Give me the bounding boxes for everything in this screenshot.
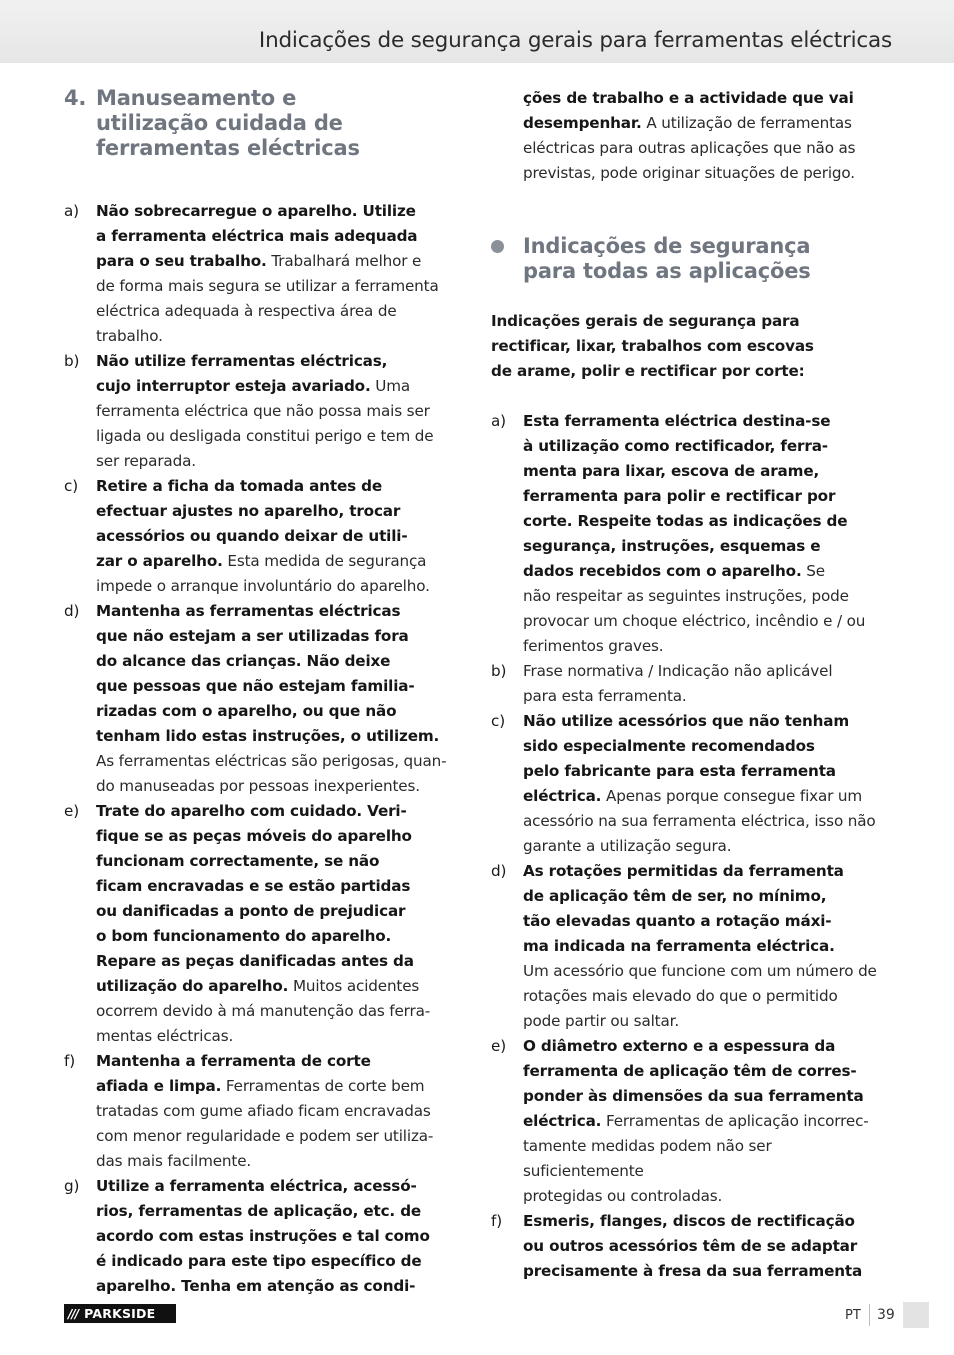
text-line — [96, 1274, 464, 1299]
text-line — [96, 1049, 464, 1074]
text-line — [96, 299, 464, 349]
item-body — [523, 409, 891, 659]
section-number: 4. — [64, 86, 87, 110]
bold-text: tenham lido estas instruções, o utilizem. — [96, 727, 440, 745]
section-heading-text — [523, 234, 811, 284]
item-body — [523, 659, 891, 709]
text-line — [96, 999, 464, 1024]
bold-text: Retire a ficha da tomada antes de — [96, 477, 382, 495]
text-line — [523, 859, 891, 884]
body-text: pode partir ou saltar. — [523, 1012, 680, 1030]
text-line — [523, 1184, 891, 1209]
list-item — [64, 474, 464, 599]
bold-text: do alcance das crianças. Não deixe — [96, 652, 391, 670]
text-line — [523, 1134, 891, 1184]
text-line — [523, 959, 891, 984]
body-text: Muitos acidentes — [288, 977, 420, 995]
list-item — [64, 199, 464, 349]
body-text: Ferramentas de aplicação incorrec- — [601, 1112, 869, 1130]
body-text: impede o arranque involuntário do aparelho. — [96, 577, 430, 595]
body-text: A utilização de ferramentas — [641, 114, 852, 132]
bold-text: fique se as peças móveis do aparelho — [96, 827, 412, 845]
item-body — [96, 349, 464, 474]
text-line — [96, 424, 464, 449]
text-line — [523, 784, 891, 809]
body-text: eléctricas para outras aplicações que não as — [523, 139, 856, 157]
bold-text: ções de trabalho e a actividade que vai — [523, 89, 854, 107]
general-safety-intro — [491, 309, 891, 384]
bold-text: funcionam correctamente, se não — [96, 852, 380, 870]
bold-text: efectuar ajustes no aparelho, trocar — [96, 502, 401, 520]
bold-text: ou outros acessórios têm de se adaptar — [523, 1237, 858, 1255]
text-line — [523, 634, 891, 659]
section-heading-line: Manuseamento e — [96, 86, 297, 110]
bold-text: menta para lixar, escova de arame, — [523, 462, 820, 480]
bold-text: Mantenha as ferramentas eléctricas — [96, 602, 401, 620]
text-line — [96, 699, 464, 724]
bold-text: eléctrica. — [523, 787, 602, 805]
bold-text: dados recebidos com o aparelho. — [523, 562, 802, 580]
text-line — [523, 111, 891, 136]
text-line — [96, 399, 464, 424]
bold-text: é indicado para este tipo específico de — [96, 1252, 422, 1270]
text-line — [96, 599, 464, 624]
bold-text: Utilize a ferramenta eléctrica, acessó- — [96, 1177, 417, 1195]
language-code: PT — [845, 1308, 861, 1323]
item-label: c) — [64, 477, 78, 495]
item-body — [96, 1174, 464, 1299]
list-item — [491, 1209, 891, 1284]
bold-text: rios, ferramentas de aplicação, etc. de — [96, 1202, 422, 1220]
item-label: e) — [64, 802, 79, 820]
body-text: garante a utilização segura. — [523, 837, 732, 855]
text-line — [96, 649, 464, 674]
item-label: b) — [64, 352, 80, 370]
text-line — [96, 199, 464, 224]
text-line — [523, 1059, 891, 1084]
text-line — [523, 409, 891, 434]
text-line — [523, 136, 891, 161]
logo-slashes: /// — [68, 1306, 79, 1321]
continued-item-g — [491, 86, 891, 186]
text-line — [523, 834, 891, 859]
bold-text: As rotações permitidas da ferramenta — [523, 862, 844, 880]
item-body — [523, 1034, 891, 1209]
text-line — [96, 749, 464, 774]
item-body — [523, 859, 891, 1034]
text-line — [523, 609, 891, 634]
item-body — [96, 1049, 464, 1174]
body-text: do manuseadas por pessoas inexperientes. — [96, 777, 420, 795]
bold-text: Esta ferramenta eléctrica destina-se — [523, 412, 831, 430]
text-line — [96, 799, 464, 824]
body-text: ferimentos graves. — [523, 637, 664, 655]
text-line — [523, 1259, 891, 1284]
bold-text: rizadas com o aparelho, ou que não — [96, 702, 397, 720]
text-line — [96, 1124, 464, 1149]
text-line — [96, 1074, 464, 1099]
body-text: eléctrica adequada à respectiva área de trabalho. — [96, 302, 397, 345]
text-line — [96, 1099, 464, 1124]
bold-text: Mantenha a ferramenta de corte — [96, 1052, 371, 1070]
bold-text: acordo com estas instruções e tal como — [96, 1227, 430, 1245]
bold-text: afiada e limpa. — [96, 1077, 222, 1095]
item-label: f) — [491, 1212, 502, 1230]
text-line — [523, 1234, 891, 1259]
section-heading-text — [96, 86, 464, 161]
item-label: a) — [491, 412, 506, 430]
list-item — [64, 349, 464, 474]
text-line — [96, 499, 464, 524]
body-text: As ferramentas eléctricas são perigosas, quan- — [96, 752, 447, 770]
page-number: 39 — [877, 1307, 895, 1323]
logo-text: PARKSIDE — [84, 1306, 156, 1321]
list-item — [64, 1174, 464, 1299]
list-item — [64, 599, 464, 799]
section-heading-line: ferramentas eléctricas — [96, 136, 360, 160]
item-body — [96, 474, 464, 599]
item-label: d) — [64, 602, 80, 620]
section-title-4 — [64, 86, 464, 161]
bold-text: que pessoas que não estejam familia- — [96, 677, 415, 695]
right-column — [491, 86, 891, 1284]
text-line — [96, 1024, 464, 1049]
body-text: Esta medida de segurança — [222, 552, 427, 570]
text-line — [96, 1199, 464, 1224]
bold-text: acessórios ou quando deixar de utili- — [96, 527, 408, 545]
section-heading-line: para todas as aplicações — [523, 259, 811, 283]
item-label: c) — [491, 712, 505, 730]
parkside-logo — [64, 1304, 176, 1323]
text-line — [96, 449, 464, 474]
bold-text: que não estejam a ser utilizadas fora — [96, 627, 409, 645]
bold-text: segurança, instruções, esquemas e — [523, 537, 821, 555]
bold-text: a ferramenta eléctrica mais adequada — [96, 227, 418, 245]
body-text: tamente medidas podem não ser suficientemente — [523, 1137, 772, 1180]
bold-text: ferramenta para polir e rectificar por — [523, 487, 836, 505]
item-body — [96, 599, 464, 799]
text-line — [96, 974, 464, 999]
footer-divider — [869, 1304, 870, 1326]
item-body — [96, 199, 464, 349]
bold-text: tão elevadas quanto a rotação máxi- — [523, 912, 832, 930]
list-item — [491, 709, 891, 859]
body-text: Uma — [370, 377, 411, 395]
text-line — [96, 1174, 464, 1199]
header-band — [0, 0, 954, 63]
footer-tab-box — [903, 1302, 929, 1328]
text-line — [523, 484, 891, 509]
body-text: Frase normativa / Indicação não aplicável — [523, 662, 833, 680]
bold-text: Esmeris, flanges, discos de rectificação — [523, 1212, 855, 1230]
text-line — [523, 559, 891, 584]
right-item-list — [491, 409, 891, 1284]
list-item — [64, 1049, 464, 1174]
text-line — [523, 659, 891, 684]
intro-line: Indicações gerais de segurança para — [491, 312, 800, 330]
text-line — [523, 1034, 891, 1059]
left-column — [64, 86, 464, 1299]
list-item — [491, 409, 891, 659]
text-line — [96, 774, 464, 799]
text-line — [523, 86, 891, 111]
bold-text: corte. Respeite todas as indicações de — [523, 512, 848, 530]
bold-text: à utilização como rectificador, ferra- — [523, 437, 828, 455]
body-text: ferramenta eléctrica que não possa mais ser — [96, 402, 430, 420]
bold-text: zar o aparelho. — [96, 552, 223, 570]
bold-text: pelo fabricante para esta ferramenta — [523, 762, 836, 780]
section-heading-line: Indicações de segurança — [523, 234, 811, 258]
body-text: Ferramentas de corte bem — [221, 1077, 425, 1095]
item-body — [523, 709, 891, 859]
text-line — [96, 824, 464, 849]
text-line — [96, 624, 464, 649]
bold-text: eléctrica. — [523, 1112, 602, 1130]
body-text: Se — [801, 562, 825, 580]
text-line — [96, 874, 464, 899]
body-text: provocar um choque eléctrico, incêndio e / ou — [523, 612, 866, 630]
list-item — [491, 1034, 891, 1209]
text-line — [96, 924, 464, 949]
bold-text: utilização do aparelho. — [96, 977, 289, 995]
text-line — [96, 474, 464, 499]
text-line — [523, 759, 891, 784]
bold-text: Não sobrecarregue o aparelho. Utilize — [96, 202, 416, 220]
text-line — [523, 1109, 891, 1134]
body-text: Trabalhará melhor e — [266, 252, 422, 270]
text-line — [523, 809, 891, 834]
body-text: mentas eléctricas. — [96, 1027, 234, 1045]
text-line — [523, 434, 891, 459]
text-line — [523, 1084, 891, 1109]
text-line — [96, 949, 464, 974]
text-line — [96, 674, 464, 699]
bold-text: sido especialmente recomendados — [523, 737, 815, 755]
text-line — [96, 849, 464, 874]
left-item-list — [64, 199, 464, 1299]
text-line — [96, 1249, 464, 1274]
intro-line: rectificar, lixar, trabalhos com escovas — [491, 337, 814, 355]
text-line — [96, 549, 464, 574]
body-text: não respeitar as seguintes instruções, pode — [523, 587, 849, 605]
text-line — [523, 684, 891, 709]
text-line — [523, 909, 891, 934]
text-line — [523, 734, 891, 759]
bold-text: o bom funcionamento do aparelho. — [96, 927, 392, 945]
text-line — [523, 1209, 891, 1234]
body-text: tratadas com gume afiado ficam encravadas — [96, 1102, 431, 1120]
body-text: Um acessório que funcione com um número de — [523, 962, 877, 980]
body-text: ligada ou desligada constitui perigo e tem de — [96, 427, 434, 445]
bold-text: desempenhar. — [523, 114, 642, 132]
text-line — [96, 374, 464, 399]
bold-text: Trate do aparelho com cuidado. Veri- — [96, 802, 407, 820]
text-line — [523, 709, 891, 734]
text-line — [96, 1149, 464, 1174]
item-label: b) — [491, 662, 507, 680]
bold-text: para o seu trabalho. — [96, 252, 267, 270]
body-text: ocorrem devido à má manutenção das ferra- — [96, 1002, 431, 1020]
item-label: a) — [64, 202, 79, 220]
item-label: f) — [64, 1052, 75, 1070]
bold-text: O diâmetro externo e a espessura da — [523, 1037, 836, 1055]
bold-text: Não utilize acessórios que não tenham — [523, 712, 850, 730]
body-text: protegidas ou controladas. — [523, 1187, 723, 1205]
text-line — [523, 584, 891, 609]
body-text: para esta ferramenta. — [523, 687, 687, 705]
text-line — [96, 724, 464, 749]
text-line — [96, 249, 464, 274]
bold-text: precisamente à fresa da sua ferramenta — [523, 1262, 863, 1280]
body-text: de forma mais segura se utilizar a ferramenta — [96, 277, 439, 295]
item-label: g) — [64, 1177, 80, 1195]
bold-text: aparelho. Tenha em atenção as condi- — [96, 1277, 416, 1295]
item-label: e) — [491, 1037, 506, 1055]
text-line — [96, 1224, 464, 1249]
text-line — [96, 224, 464, 249]
body-text: Apenas porque consegue fixar um — [601, 787, 863, 805]
list-item — [491, 659, 891, 709]
text-line — [523, 1009, 891, 1034]
text-line — [96, 899, 464, 924]
text-line — [96, 524, 464, 549]
text-line — [523, 984, 891, 1009]
body-text: com menor regularidade e podem ser utiliza- — [96, 1127, 434, 1145]
body-text: previstas, pode originar situações de perigo. — [523, 164, 855, 182]
item-body — [523, 1209, 891, 1284]
section-heading-line: utilização cuidada de — [96, 111, 343, 135]
text-line — [523, 534, 891, 559]
list-item — [64, 799, 464, 1049]
body-text: das mais facilmente. — [96, 1152, 252, 1170]
text-line — [96, 574, 464, 599]
body-text: rotações mais elevado do que o permitido — [523, 987, 838, 1005]
body-text: ser reparada. — [96, 452, 196, 470]
bold-text: ou danificadas a ponto de prejudicar — [96, 902, 406, 920]
body-text: acessório na sua ferramenta eléctrica, isso não — [523, 812, 876, 830]
bold-text: ficam encravadas e se estão partidas — [96, 877, 411, 895]
text-line — [523, 161, 891, 186]
section-title-all-applications — [491, 234, 891, 284]
bold-text: Não utilize ferramentas eléctricas, — [96, 352, 388, 370]
bold-text: de aplicação têm de ser, no mínimo, — [523, 887, 827, 905]
bold-text: cujo interruptor esteja avariado. — [96, 377, 371, 395]
bold-text: ponder às dimensões da sua ferramenta — [523, 1087, 864, 1105]
text-line — [96, 349, 464, 374]
bold-text: Repare as peças danificadas antes da — [96, 952, 414, 970]
list-item — [491, 859, 891, 1034]
bold-text: ferramenta de aplicação têm de corres- — [523, 1062, 857, 1080]
text-line — [523, 884, 891, 909]
text-line — [523, 934, 891, 959]
item-label: d) — [491, 862, 507, 880]
bullet-dot-icon — [491, 240, 504, 253]
bold-text: ma indicada na ferramenta eléctrica. — [523, 937, 835, 955]
text-line — [523, 459, 891, 484]
page-header-title: Indicações de segurança gerais para ferramentas eléctricas — [258, 28, 892, 53]
text-line — [96, 274, 464, 299]
intro-line: de arame, polir e rectificar por corte: — [491, 362, 805, 380]
text-line — [523, 509, 891, 534]
item-body — [96, 799, 464, 1049]
